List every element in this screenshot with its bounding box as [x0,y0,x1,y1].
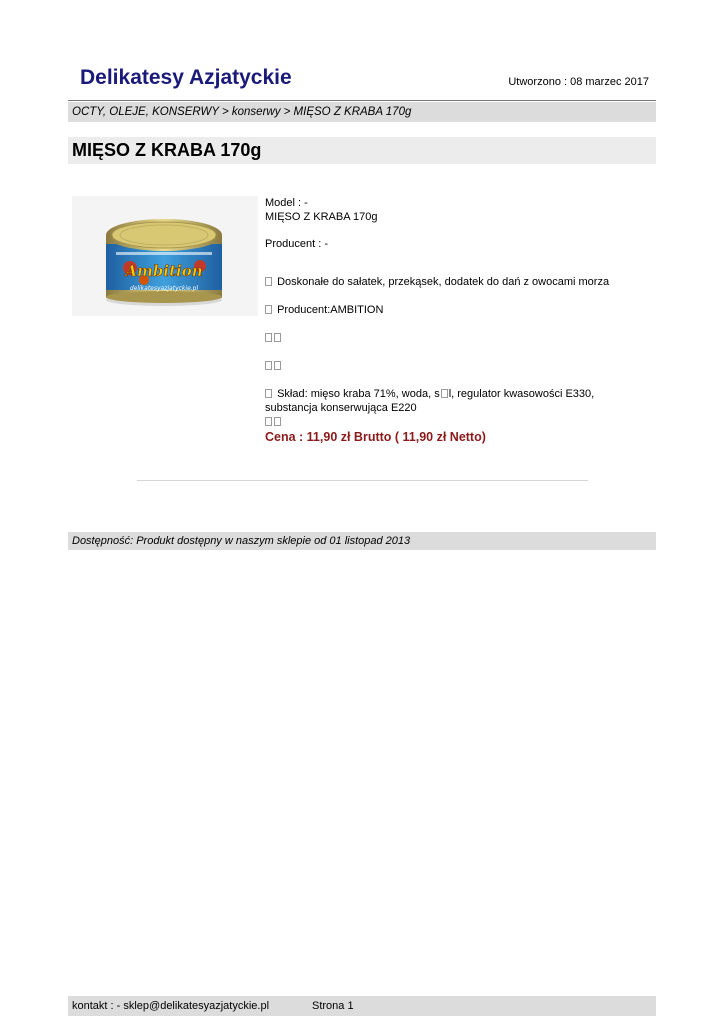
availability-bar: Dostępność: Produkt dostępny w naszym sklepie od 01 listopad 2013 [68,532,656,550]
content-divider [137,480,588,481]
producer-line: Producent : - [265,238,328,250]
missing-glyph-icon [265,361,272,370]
product-name-line: MIĘSO Z KRABA 170g [265,211,378,223]
missing-glyph-icon [274,333,281,342]
ingredients-text-c: substancja konserwująca E220 [265,402,417,414]
site-title: Delikatesy Azjatyckie [80,66,292,89]
brand-text: Ambition [125,262,203,280]
price-line: Cena : 11,90 zł Brutto ( 11,90 zł Netto) [265,430,486,444]
description-text-2: Producent:AMBITION [277,304,384,316]
missing-glyph-icon [274,417,281,426]
crab-can-image [72,196,258,316]
ingredients-text-a: Skład: mięso kraba 71%, woda, s [277,388,440,400]
empty-bullet-3 [265,415,655,429]
product-title: MIĘSO Z KRABA 170g [68,137,656,164]
empty-bullet-1 [265,331,655,345]
ingredients-line [265,387,655,415]
product-details [265,196,655,444]
page-number: Strona 1 [312,1000,354,1012]
missing-glyph-icon [441,389,448,398]
breadcrumb[interactable]: OCTY, OLEJE, KONSERWY > konserwy > MIĘSO Z KRABA 170g [68,102,656,122]
missing-glyph-icon [265,333,272,342]
empty-bullet-2 [265,359,655,373]
missing-glyph-icon [265,277,272,286]
watermark-text: delikatesyazjatyckie.pl [129,285,199,292]
description-text-1: Doskonałe do sałatek, przekąsek, dodatek do dań z owocami morza [277,276,610,288]
ingredients-text-b: l, regulator kwasowości E330, [448,388,595,400]
description-bullet-2 [265,303,655,317]
created-date: Utworzono : 08 marzec 2017 [508,76,649,88]
footer [68,996,656,1016]
model-line: Model : - [265,197,308,209]
footer-contact[interactable]: kontakt : - sklep@delikatesyazjatyckie.pl [72,1000,270,1012]
missing-glyph-icon [265,389,272,398]
missing-glyph-icon [274,361,281,370]
missing-glyph-icon [265,305,272,314]
product-image [72,196,258,316]
missing-glyph-icon [265,417,272,426]
description-bullet-1 [265,275,655,289]
header-divider [68,100,656,101]
